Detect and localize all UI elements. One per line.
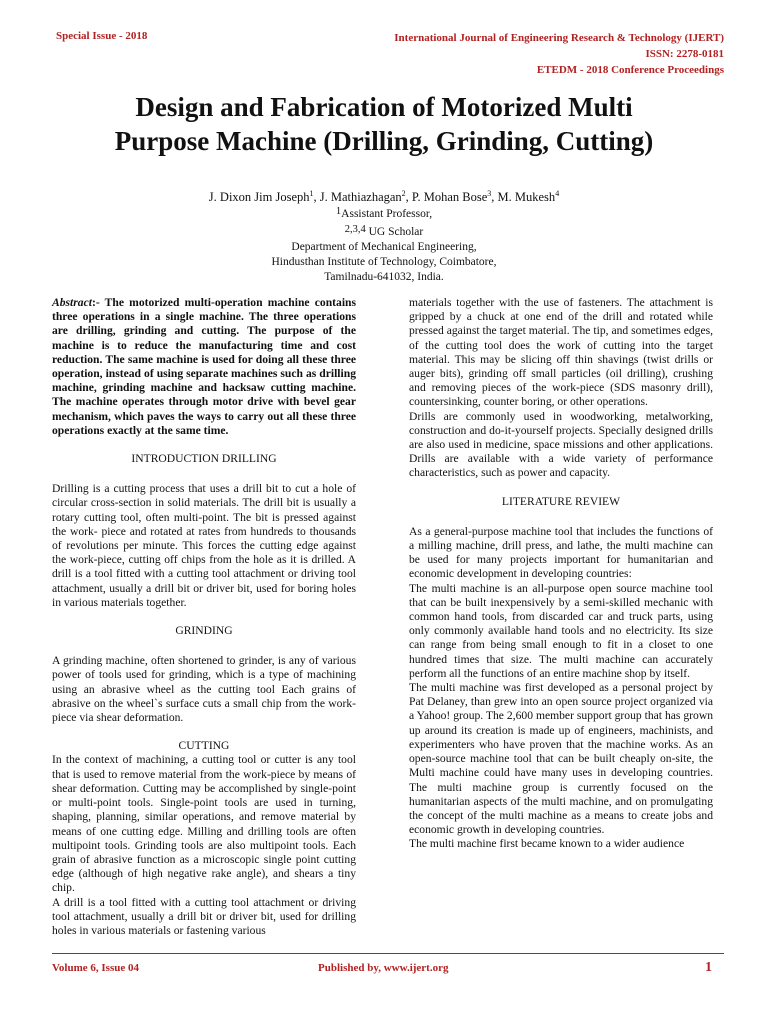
header-proceedings: ETEDM - 2018 Conference Proceedings [536,64,724,76]
paragraph-drill-continued: materials together with the use of fasteners. The attachment is gripped by a chuck at one end of the drill and rotated while pressed against the target material. The tip, and sometimes edges, of the cutting tool does the work of cutting into the target material. This may be slicing off thin shavings (twist drills or auger bits), grinding off small particles (oil drilling), crushing and removing pieces of the work-piece (SDS masonry drill), countersinking, counter boring, or other operations. [409,296,713,409]
author-name: P. Mohan Bose [411,190,488,205]
paragraph-literature-2: The multi machine is an all-purpose open source machine tool that can be built inexpensively by a semi-skilled mechanic with common hand tools, from discarded car and truck parts, using only commonly available hand tools and no electricity. Its size can range from being small enough to fit in a closet to one hundred times that size. The multi machine can accurately perform all the functions of an entire machine shop by itself. [409,581,713,680]
author-list: J. Dixon Jim Joseph$^1$, J. Mathiazhagan$^2$, P. Mohan Bose$^3$, M. Mukesh$^4$ [208,189,560,205]
page-number: 1 [705,960,712,975]
abstract-label: Abstract [52,296,92,309]
right-column [409,296,713,852]
author-name: J. Dixon Jim Joseph [208,190,310,205]
header-journal-name: International Journal of Engineering Research & Technology (IJERT) [394,32,724,44]
header-issn: ISSN: 2278-0181 [645,48,724,60]
affiliation-role-1: 1Assistant Professor, [335,206,433,220]
section-heading-cutting: CUTTING [178,739,230,753]
affiliation-department: Department of Mechanical Engineering, [291,241,477,253]
paragraph-literature-4: The multi machine first became known to a wider audience [409,837,685,851]
header-journal-info [304,30,724,78]
author-sup: 4 [555,189,560,198]
footer-publisher-link[interactable]: Published by, www.ijert.org [318,962,449,974]
paragraph-introduction: Drilling is a cutting process that uses a drill bit to cut a hole of circular cross-section in solid materials. The drill bit is usually a rotary cutting tool, often multi-point. The bit is pressed against the work- piece and rotated at rates from hundreds to thousands of revolutions per minute. This forces the cutting edge against the work-piece, cutting off chips from the hole as it is drilled. A drill is a tool fitted with a cutting tool attachment or driving tool attachment, usually a drill bit or driver bit, used for boring holes in various materials together. [52,482,356,609]
footer-volume: Volume 6, Issue 04 [52,962,139,974]
abstract-text: :- The motorized multi-operation machine contains three operations in a single machine. The three operations are drilling, grinding and cutting. The purpose of the machine is to reduce the manufacturing time and cost reduction. The same machine is used for doing all these three operation, instead of using separate machines such as drilling machine, grinding machine and hacksaw cutting machine. The machine operates through motor drive with bevel gear mechanism, which paves the ways to carry out all these three operations exactly at the same time. [52,296,356,437]
author-sup: 1 [309,189,314,198]
section-heading-literature-review: LITERATURE REVIEW [501,494,621,508]
footer-divider [52,953,724,954]
left-column [52,296,356,938]
paragraph-drill-uses: Drills are commonly used in woodworking, metalworking, construction and do-it-yourself projects. Specially designed drills are also used in medicine, space missions and other applications. Drills are available with a wide variety of performance characteristics, such as power and capacity. [409,409,713,480]
header-special-issue: Special Issue - 2018 [56,30,148,42]
affiliation-location: Tamilnadu-641032, India. [324,271,444,283]
paragraph-literature-3: The multi machine was first developed as a personal project by Pat Delaney, than grew into an open source project organized via a Yahoo! group. The 2,600 member support group that has grown up around its creation is made up of engineers, machinists, and experimenters who have proven that the machine works. As an open-source machine tool that can be built cheaply on-site, the Multi machine could have many uses in developing countries. The multi machine group is currently focused on the humanitarian aspects of the multi machine, and on promulgating the concept of the multi machine as a means to create jobs and economic growth in developing countries. [409,681,713,837]
title-line-2: Purpose Machine (Drilling, Grinding, Cutting) [114,126,654,156]
author-name: M. Mukesh [497,190,556,205]
paragraph-grinding: A grinding machine, often shortened to grinder, is any of various power of tools used for grinding, which is a type of machining using an abrasive wheel as the cutting tool Each grains of abrasive on the wheel`s surface cuts a small chip from the work- piece via shear deformation. [52,654,356,725]
abstract [52,296,356,438]
paragraph-cutting-1: In the context of machining, a cutting tool or cutter is any tool that is used to remove material from the work-piece by means of shear deformation. Cutting may be accomplished by single-point or multi-point tools. Single-point tools are used in turning, shaping, planning, similar operations, and remove material by means of one cutting edge. Milling and drilling tools are often multipoint tools. Grinding tools are also multipoint tools. Each grain of abrasive function as a microscopic single point cutting edge (although of high negative rake angle), and shears a tiny chip. [52,753,356,895]
paragraph-literature-1: As a general-purpose machine tool that includes the functions of a milling machine, drill press, and lathe, the multi machine can be used for many projects important for humanitarian and economic development in developing countries: [409,524,713,581]
paper-title [40,90,728,158]
section-heading-grinding: GRINDING [175,624,233,638]
author-sup: 2 [401,189,406,198]
paragraph-cutting-2: A drill is a tool fitted with a cutting tool attachment or driving tool attachment, usually a drill bit or driver bit, used for drilling holes in various materials or fastening various [52,895,356,937]
title-line-1: Design and Fabrication of Motorized Multi [135,92,633,122]
affiliation-block [40,204,728,285]
author-sup: 3 [487,189,492,198]
affiliation-role-2: 2,3,4 UG Scholar [344,224,424,238]
author-name: J. Mathiazhagan [319,190,402,205]
section-heading-introduction: INTRODUCTION DRILLING [131,452,277,466]
affiliation-institute: Hindusthan Institute of Technology, Coimbatore, [271,256,497,268]
